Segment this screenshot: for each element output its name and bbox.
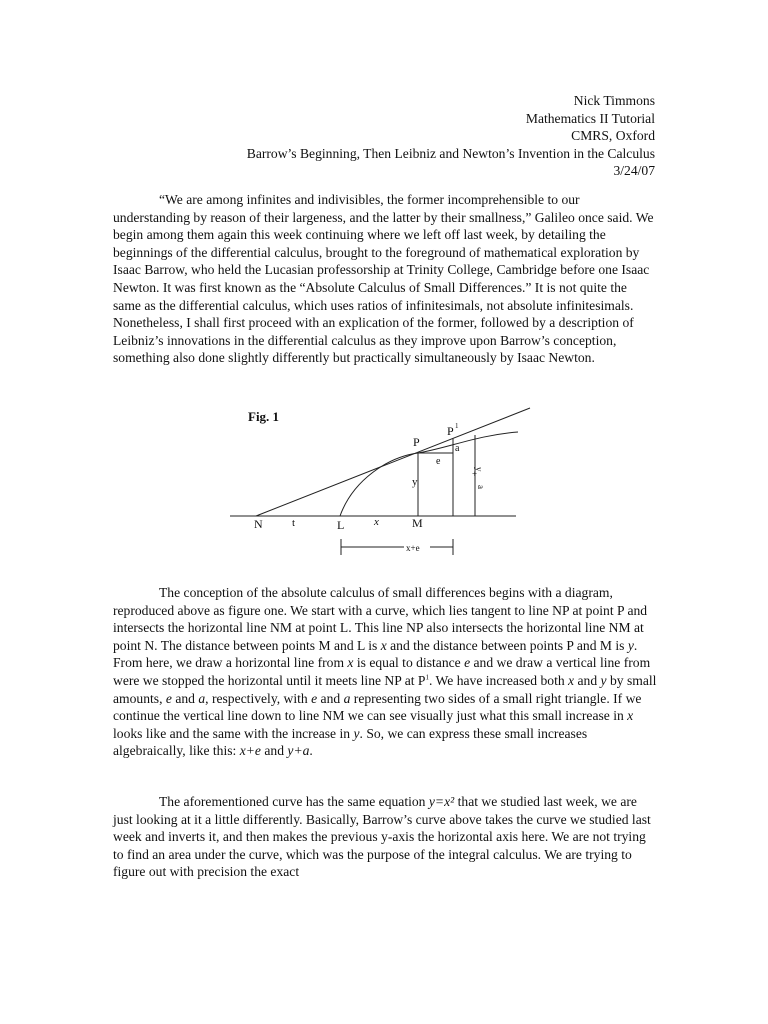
curve bbox=[340, 432, 518, 516]
text-run: representing two sides of a small right triangle. If we continue the vertical line down to line NM we can see visually just what this small increase in bbox=[113, 690, 642, 724]
var-y: y bbox=[627, 637, 634, 653]
text-run: and the distance between points P and M is bbox=[386, 637, 628, 653]
var-x: x bbox=[380, 637, 387, 653]
paragraph-intro bbox=[113, 191, 658, 367]
essay-date: 3/24/07 bbox=[613, 163, 655, 178]
superscript: 1 bbox=[425, 673, 429, 682]
var-e: e bbox=[464, 655, 471, 671]
var-x: x bbox=[347, 655, 354, 671]
essay-title: Barrow’s Beginning, Then Leibniz and Newton’s Invention in the Calculus bbox=[246, 145, 655, 161]
label-P1: P bbox=[447, 424, 454, 438]
label-ya-a: a bbox=[476, 485, 486, 489]
document-header bbox=[247, 92, 655, 180]
text-run: . bbox=[309, 743, 313, 759]
var-x: x bbox=[627, 708, 634, 724]
var-a: a bbox=[198, 690, 206, 706]
paragraph-curve bbox=[113, 793, 658, 881]
label-N: N bbox=[254, 517, 263, 531]
figure-1 bbox=[228, 395, 528, 565]
paragraph-diagram bbox=[113, 584, 658, 760]
label-y: y bbox=[412, 476, 418, 488]
paragraph-1-text: “We are among infinites and indivisibles, the former incomprehensible to our understanding by reason of their largeness, and the latter by their smallness,” Galileo once said. We begin among them again this week continuing where we left off last week, by detailing the beginnings of the differential calculus, brought to the foreground of mathematical exploration by Isaac Barrow, who held the Lucasian professorship at Trinity College, Cambridge before one Isaac Newton. It was first known as the “Absolute Calculus of Small Differences.” It is not quite the same as the differential calculus, which uses ratios of infinitesimals, not absolute infinitesimals. Nonetheless, I shall first proceed with an explication of the former, followed by a description of Leibniz’s innovations in the differential calculus as they improve upon Barrow’s conception, something also done slightly differently but practically simultaneously by Isaac Newton. bbox=[113, 192, 654, 366]
label-P: P bbox=[413, 435, 420, 449]
label-P1-sup: 1 bbox=[455, 422, 459, 430]
label-x-plus-e: x+e bbox=[406, 543, 420, 553]
figure-caption: Fig. 1 bbox=[248, 409, 280, 424]
expr-x-plus-e: x+e bbox=[239, 743, 261, 759]
label-x: x bbox=[374, 516, 379, 528]
label-ya-plus: + bbox=[472, 469, 478, 479]
label-ya-y: y bbox=[474, 467, 484, 472]
text-run: The conception of the absolute calculus of small differences begins with a diagram, reproduced above as figure one. We start with a curve, which lies tangent to line NP at point P and intersects the horizontal line NM at point L. This line NP also intersects the horizontal line NM at point N. The distance between points M and L is bbox=[113, 585, 648, 653]
text-run: by small amounts, bbox=[113, 672, 657, 706]
text-run: and bbox=[317, 690, 344, 706]
figure-1-diagram bbox=[228, 395, 528, 565]
text-run: that we studied last week, we are just looking at it a little differently. Basically, Barrow’s curve above takes the curve we studied last week and inverts it, and then makes the previous y-axis the horizontal axis here. We are not trying to find an area under the curve, which was the purpose of the integral calculus. We are trying to figure out with precision the exact bbox=[113, 794, 651, 880]
text-run: looks like and the same with the increase in bbox=[113, 725, 354, 741]
paragraph-3-text bbox=[113, 793, 658, 881]
expr-y-plus-a: y+a bbox=[287, 743, 310, 759]
var-e: e bbox=[165, 690, 172, 706]
text-run: . We have increased both bbox=[428, 672, 569, 688]
label-a: a bbox=[455, 443, 460, 454]
label-L: L bbox=[337, 518, 345, 532]
author-name: Nick Timmons bbox=[573, 93, 655, 108]
text-run: and bbox=[171, 690, 199, 706]
text-run: . So, we can express these small increases algebraically, like this: bbox=[113, 725, 588, 759]
var-x: x bbox=[568, 672, 575, 688]
var-a: a bbox=[343, 690, 351, 706]
label-M: M bbox=[412, 516, 423, 530]
text-run: The aforementioned curve has the same equation bbox=[159, 794, 429, 809]
var-e: e bbox=[311, 690, 318, 706]
label-t: t bbox=[292, 517, 296, 529]
equation: y=x² bbox=[428, 794, 455, 809]
paragraph-2-text bbox=[113, 584, 658, 760]
text-run: , respectively, with bbox=[205, 690, 312, 706]
institution: CMRS, Oxford bbox=[571, 128, 655, 143]
text-run: is equal to distance bbox=[353, 655, 465, 671]
text-run: . From here, we draw a horizontal line from bbox=[113, 637, 638, 671]
text-run: and bbox=[574, 672, 601, 688]
var-y: y bbox=[353, 725, 360, 741]
label-e: e bbox=[436, 456, 441, 467]
var-y: y bbox=[600, 672, 607, 688]
text-run: and bbox=[260, 743, 288, 759]
course-name: Mathematics II Tutorial bbox=[525, 110, 655, 126]
tangent-line-np bbox=[256, 408, 530, 516]
text-run: and we draw a vertical line from were we stopped the horizontal until it meets line NP at P bbox=[113, 655, 651, 688]
